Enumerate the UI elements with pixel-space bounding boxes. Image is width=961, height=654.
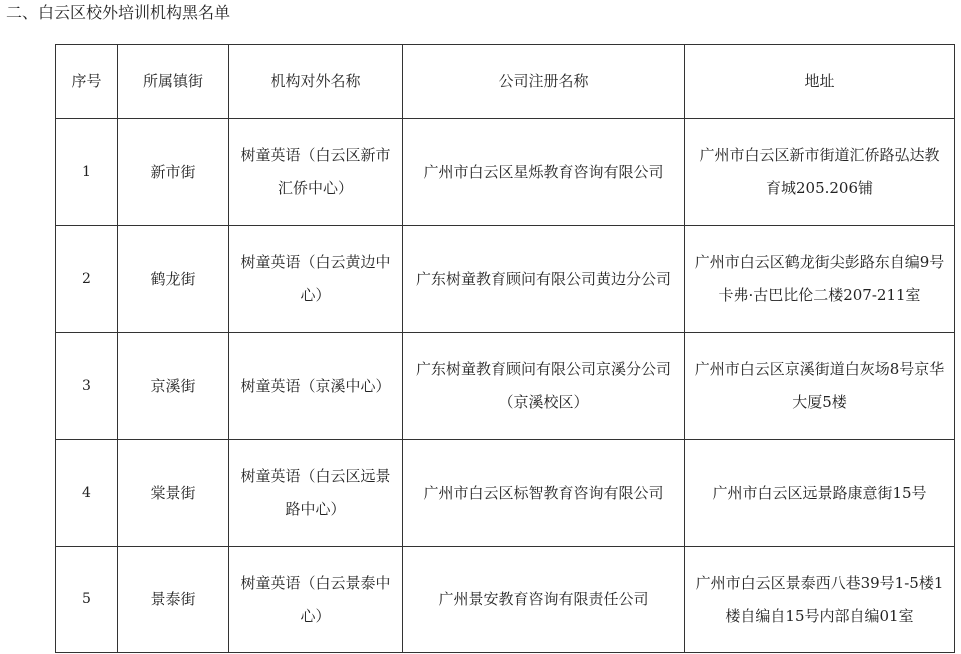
cell-seq: 1 [56,119,118,226]
table-row [56,547,955,653]
cell-institution: 树童英语（白云区远景路中心） [229,440,403,547]
header-company: 公司注册名称 [403,45,685,119]
cell-address: 广州市白云区远景路康意街15号 [685,440,955,547]
cell-town: 新市街 [118,119,229,226]
blacklist-table [55,44,955,653]
cell-town: 鹤龙街 [118,226,229,333]
header-seq: 序号 [56,45,118,119]
cell-company: 广东树童教育顾问有限公司黄边分公司 [403,226,685,333]
header-institution: 机构对外名称 [229,45,403,119]
cell-town: 棠景街 [118,440,229,547]
cell-company: 广州市白云区标智教育咨询有限公司 [403,440,685,547]
table-header-row [56,45,955,119]
cell-address: 广州市白云区新市街道汇侨路弘达教育城205.206铺 [685,119,955,226]
cell-town: 京溪街 [118,333,229,440]
table-row [56,333,955,440]
cell-seq: 4 [56,440,118,547]
cell-address: 广州市白云区京溪街道白灰场8号京华大厦5楼 [685,333,955,440]
cell-institution: 树童英语（白云区新市汇侨中心） [229,119,403,226]
header-town: 所属镇街 [118,45,229,119]
cell-company: 广东树童教育顾问有限公司京溪分公司（京溪校区） [403,333,685,440]
table-row [56,119,955,226]
cell-seq: 2 [56,226,118,333]
cell-institution: 树童英语（京溪中心） [229,333,403,440]
cell-seq: 5 [56,547,118,653]
cell-seq: 3 [56,333,118,440]
cell-address: 广州市白云区鹤龙街尖彭路东自编9号卡弗·古巴比伦二楼207-211室 [685,226,955,333]
cell-company: 广州景安教育咨询有限责任公司 [403,547,685,653]
table-row [56,440,955,547]
cell-address: 广州市白云区景泰西八巷39号1-5楼1楼自编自15号内部自编01室 [685,547,955,653]
page-heading: 二、白云区校外培训机构黑名单 [6,3,231,22]
header-address: 地址 [685,45,955,119]
cell-town: 景泰街 [118,547,229,653]
cell-institution: 树童英语（白云黄边中心） [229,226,403,333]
cell-institution: 树童英语（白云景泰中心） [229,547,403,653]
cell-company: 广州市白云区星烁教育咨询有限公司 [403,119,685,226]
table-row [56,226,955,333]
